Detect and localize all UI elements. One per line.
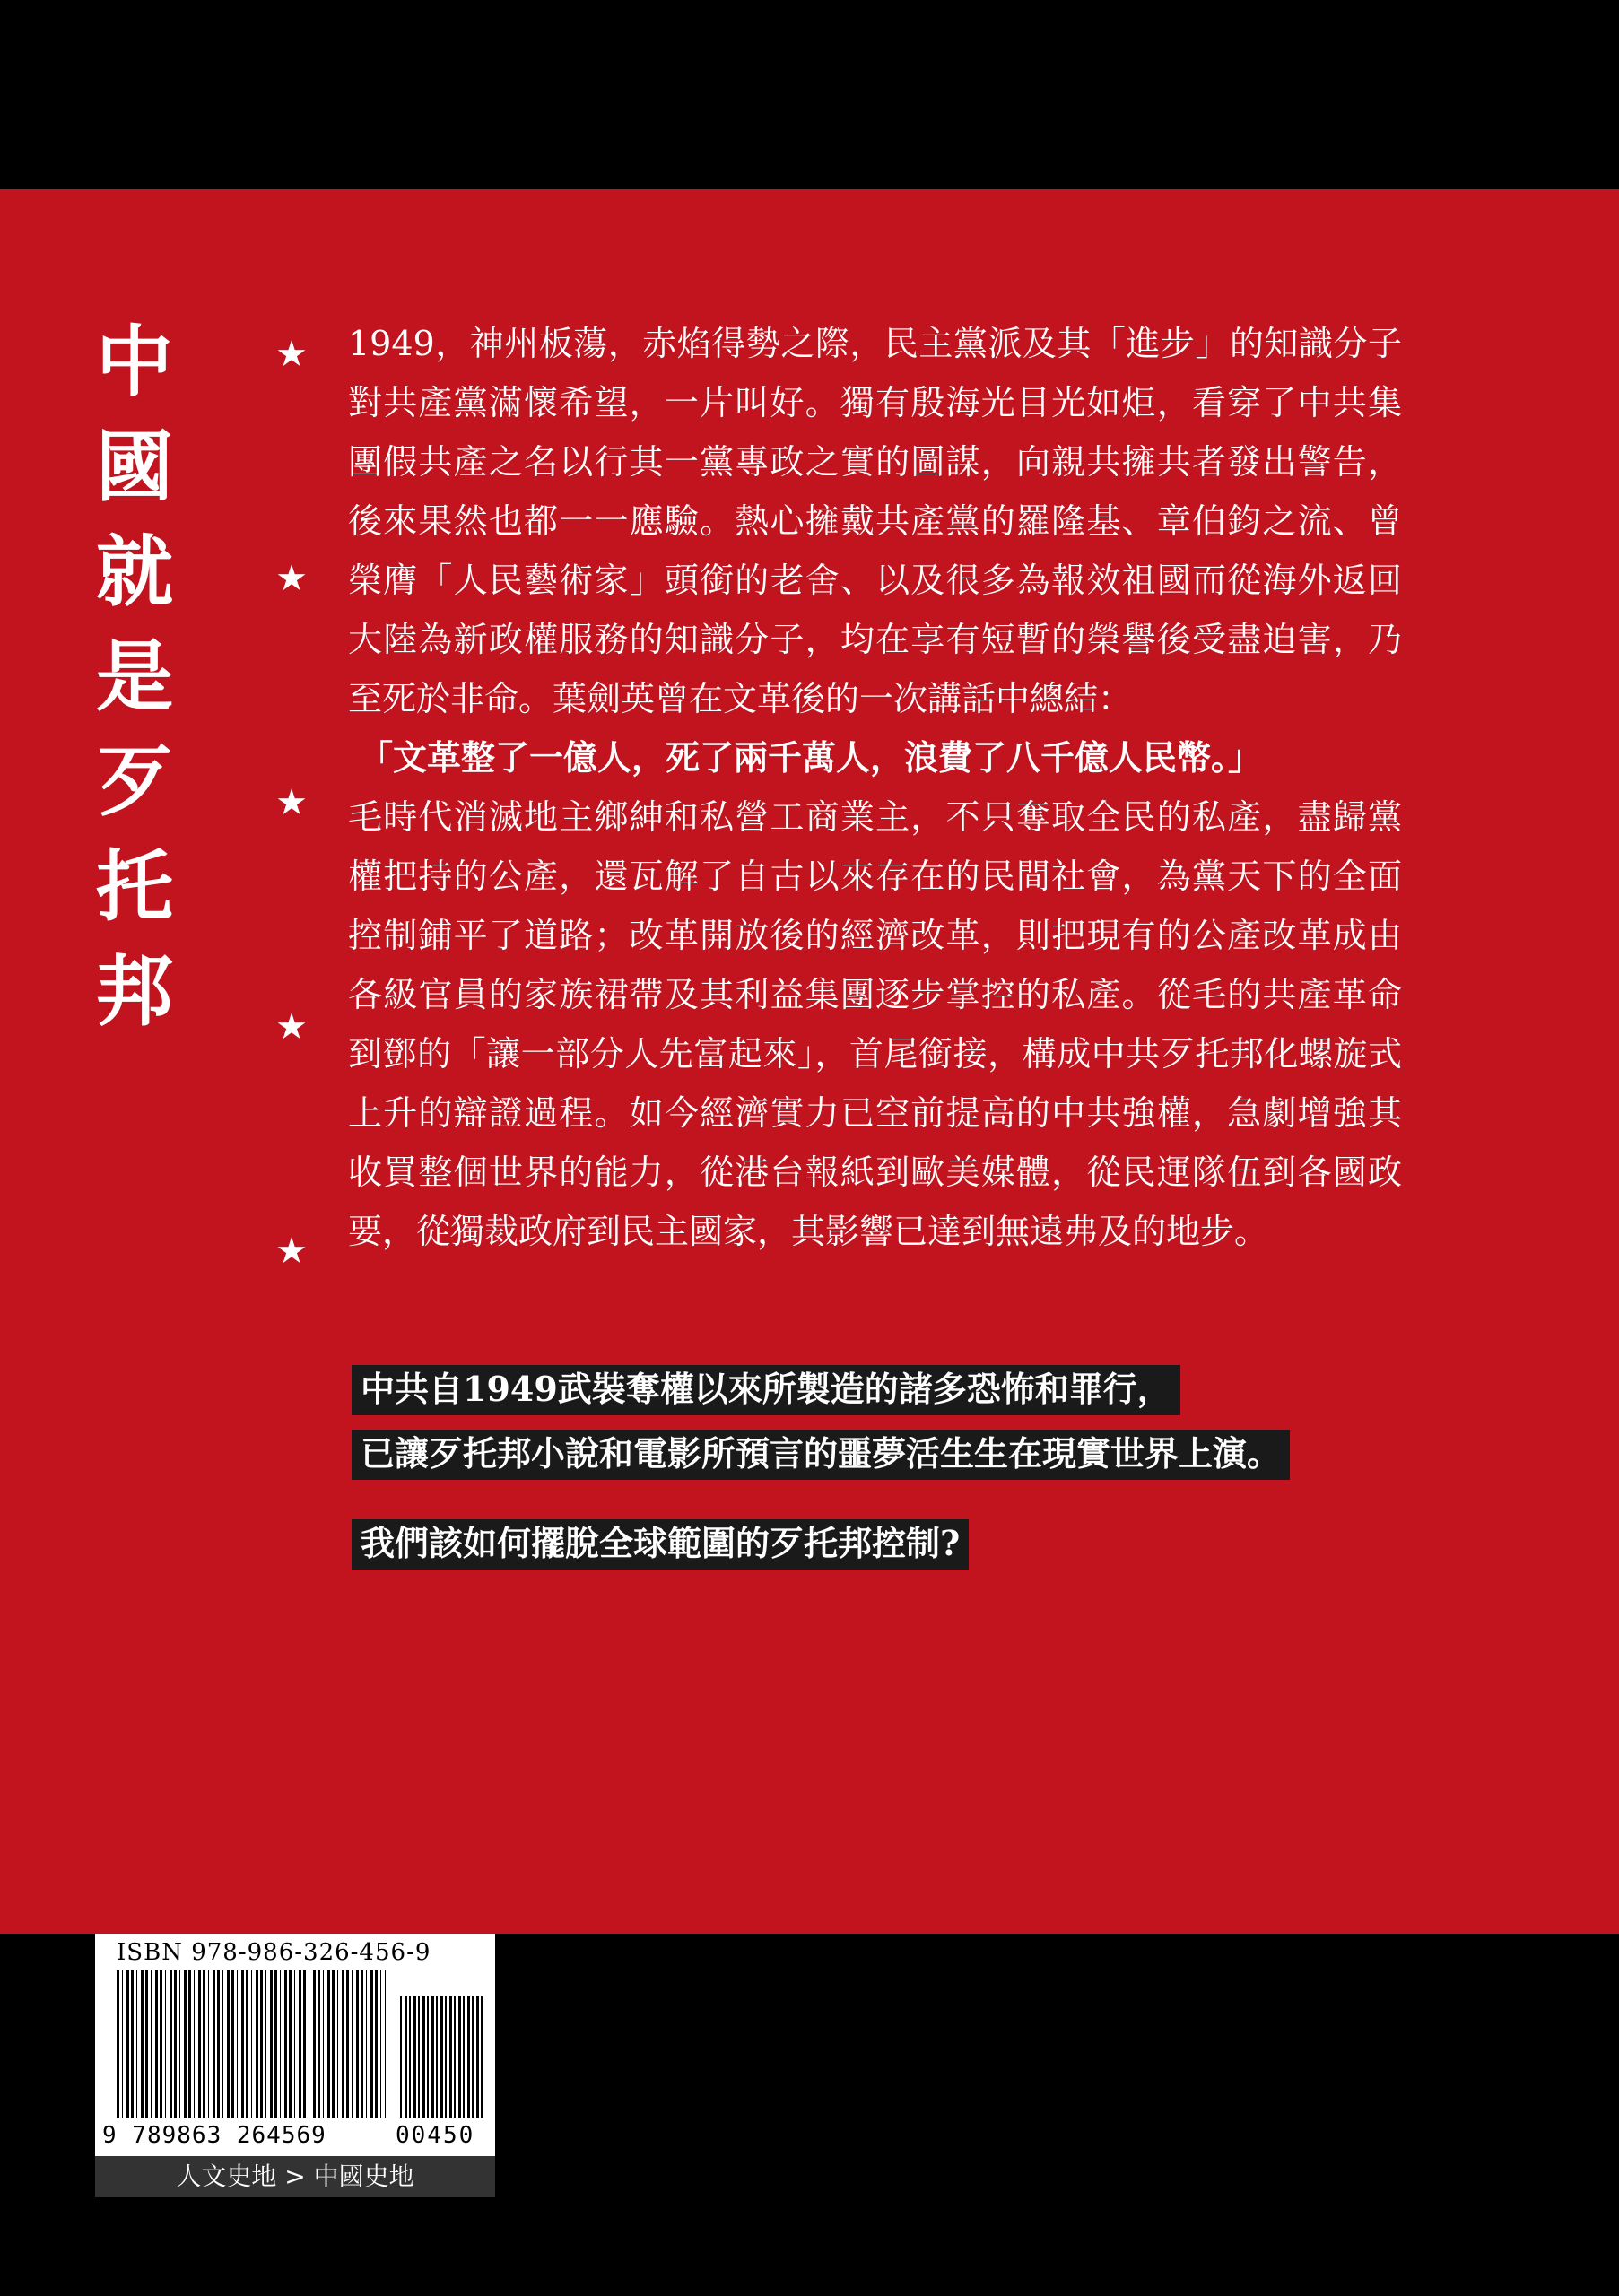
title-char: 歹 (96, 736, 173, 827)
star-icon: ★ (275, 782, 308, 823)
highlight-text: 已讓歹托邦小說和電影所預言的噩夢活生生在現實世界上演。 (352, 1430, 1290, 1480)
blurb-text (348, 314, 1402, 1261)
highlight-line (352, 1430, 1290, 1480)
blurb-paragraph: 毛時代消滅地主鄉紳和私營工商業主，不只奪取全民的私產，盡歸黨權把持的公產，還瓦解了自古以來存在的民間社會，為黨天下的全面控制鋪平了道路；改革開放後的經濟改革，則把現有的公產改革成由各級官員的家族裙帶及其利益集團逐步掌控的私產。從毛的共產革命到鄧的「讓一部分人先富起來」，首尾銜接，構成中共歹托邦化螺旋式上升的辯證過程。如今經濟實力已空前提高的中共強權，急劇增強其收買整個世界的能力，從港台報紙到歐美媒體，從民運隊伍到各國政要，從獨裁政府到民主國家，其影響已達到無遠弗及的地步。 (348, 797, 1402, 1251)
star-icon: ★ (275, 1006, 308, 1048)
category-label: 人文史地 > 中國史地 (95, 2156, 495, 2197)
title-char: 國 (96, 422, 173, 512)
isbn-barcode-box (95, 1934, 495, 2156)
title-char: 中 (96, 317, 173, 407)
title-char: 托 (96, 841, 173, 932)
blurb-quote: 「文革整了一億人，死了兩千萬人，浪費了八千億人民幣。」 (359, 737, 1263, 778)
title-char: 就 (96, 526, 173, 617)
star-column (269, 323, 314, 1309)
star-icon: ★ (275, 334, 308, 375)
barcode-image (117, 1970, 386, 2118)
star-icon: ★ (275, 558, 308, 599)
vertical-book-title (90, 309, 179, 1044)
star-icon: ★ (275, 1231, 308, 1272)
title-char: 是 (96, 631, 173, 722)
barcode-digits: 9 789863 264569 (102, 2122, 326, 2149)
addon-barcode-image (400, 1996, 485, 2118)
title-char: 邦 (96, 946, 173, 1037)
addon-digits: 00450 (396, 2122, 475, 2149)
isbn-label: ISBN 978-986-326-456-9 (117, 1939, 431, 1966)
blurb-paragraph: 1949，神州板蕩，赤焰得勢之際，民主黨派及其「進步」的知識分子對共產黨滿懷希望，一片叫好。獨有殷海光目光如炬，看穿了中共集團假共產之名以行其一黨專政之實的圖謀，向親共擁共者發出警告，後來果然也都一一應驗。熱心擁戴共產黨的羅隆基、章伯鈞之流、曾榮膺「人民藝術家」頭銜的老舍、以及很多為報效祖國而從海外返回大陸為新政權服務的知識分子，均在享有短暫的榮譽後受盡迫害，乃至死於非命。葉劍英曾在文革後的一次講話中總結： (348, 324, 1402, 718)
highlight-text: 中共自1949武裝奪權以來所製造的諸多恐怖和罪行， (352, 1365, 1180, 1415)
highlight-line (352, 1365, 1180, 1415)
highlight-line (352, 1519, 969, 1570)
highlight-question: 我們該如何擺脫全球範圍的歹托邦控制? (352, 1519, 969, 1570)
